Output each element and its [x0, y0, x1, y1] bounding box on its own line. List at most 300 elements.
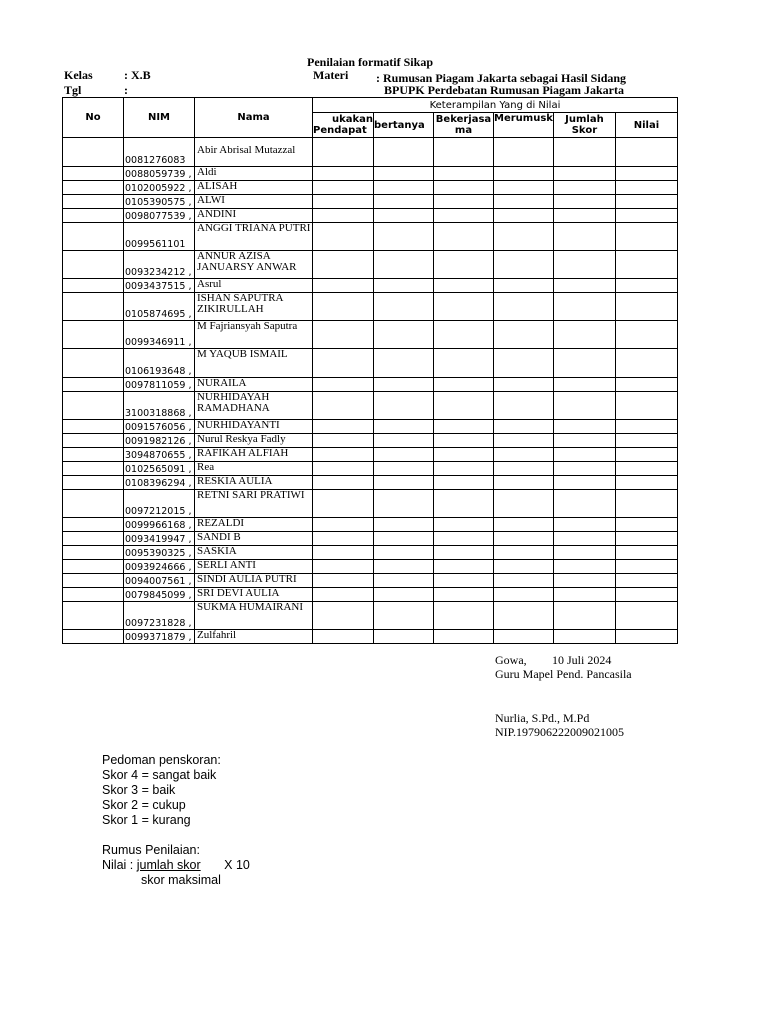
cell-no — [63, 209, 124, 223]
cell-mengemukakan-pendapat[interactable] — [313, 532, 374, 546]
cell-jumlah-skor[interactable] — [553, 223, 615, 251]
cell-nim: 0081276083 — [124, 138, 195, 167]
header-skill-group: Keterampilan Yang di Nilai — [313, 98, 678, 113]
signature-nip: NIP.197906222009021005 — [495, 725, 625, 739]
cell-bekerjasama[interactable] — [434, 293, 494, 321]
cell-nilai[interactable] — [615, 490, 677, 518]
cell-bertanya[interactable] — [374, 560, 434, 574]
scoring-guide-heading: Pedoman penskoran: — [102, 753, 221, 767]
cell-nama — [195, 209, 313, 223]
cell-nilai[interactable] — [615, 560, 677, 574]
cell-bertanya[interactable] — [374, 490, 434, 518]
cell-bekerjasama[interactable] — [434, 476, 494, 490]
cell-nim: 0093234212 , — [124, 251, 195, 279]
cell-nim: 0105874695 , — [124, 293, 195, 321]
cell-mengemukakan-pendapat[interactable] — [313, 223, 374, 251]
assessment-table — [62, 97, 678, 644]
cell-bekerjasama[interactable] — [434, 448, 494, 462]
cell-mengemukakan-pendapat[interactable] — [313, 462, 374, 476]
cell-nama — [195, 490, 313, 518]
cell-nim: 0097212015 , — [124, 490, 195, 518]
cell-nilai[interactable] — [615, 448, 677, 462]
cell-bertanya[interactable] — [374, 462, 434, 476]
cell-nilai[interactable] — [615, 574, 677, 588]
cell-no — [63, 349, 124, 378]
cell-bertanya[interactable] — [374, 223, 434, 251]
cell-nama — [195, 279, 313, 293]
cell-merumuskan[interactable] — [494, 560, 554, 574]
header-no: No — [63, 98, 124, 138]
cell-nim: 0079845099 , — [124, 588, 195, 602]
cell-nim: 0095390325 , — [124, 546, 195, 560]
cell-merumuskan[interactable] — [494, 462, 554, 476]
table-row — [63, 518, 678, 532]
cell-nilai[interactable] — [615, 321, 677, 349]
cell-merumuskan[interactable] — [494, 181, 554, 195]
cell-nama — [195, 588, 313, 602]
cell-bertanya[interactable] — [374, 181, 434, 195]
cell-nama — [195, 574, 313, 588]
header-bertanya: bertanya — [374, 113, 434, 138]
table-row — [63, 476, 678, 490]
cell-jumlah-skor[interactable] — [553, 251, 615, 279]
cell-mengemukakan-pendapat[interactable] — [313, 602, 374, 630]
cell-nama — [195, 321, 313, 349]
student-name: ALWI — [197, 195, 225, 206]
scoring-item: Skor 2 = cukup — [102, 798, 186, 812]
header-jumlah-skor: Jumlah Skor — [553, 113, 615, 138]
materi-label: Materi — [313, 68, 349, 82]
cell-jumlah-skor[interactable] — [553, 195, 615, 209]
cell-mengemukakan-pendapat[interactable] — [313, 349, 374, 378]
cell-nilai[interactable] — [615, 434, 677, 448]
table-row — [63, 462, 678, 476]
cell-nilai[interactable] — [615, 167, 677, 181]
cell-jumlah-skor[interactable] — [553, 448, 615, 462]
table-row — [63, 574, 678, 588]
cell-bertanya[interactable] — [374, 251, 434, 279]
cell-bertanya[interactable] — [374, 293, 434, 321]
cell-no — [63, 434, 124, 448]
cell-nim: 0094007561 , — [124, 574, 195, 588]
cell-mengemukakan-pendapat[interactable] — [313, 181, 374, 195]
cell-nama — [195, 476, 313, 490]
cell-nim: 0099371879 , — [124, 630, 195, 644]
cell-nilai[interactable] — [615, 546, 677, 560]
cell-bekerjasama[interactable] — [434, 602, 494, 630]
cell-nama — [195, 602, 313, 630]
cell-no — [63, 181, 124, 195]
table-row — [63, 293, 678, 321]
scoring-item: Skor 3 = baik — [102, 783, 176, 797]
student-name: SASKIA — [197, 546, 237, 557]
cell-mengemukakan-pendapat[interactable] — [313, 209, 374, 223]
cell-bertanya[interactable] — [374, 532, 434, 546]
cell-mengemukakan-pendapat[interactable] — [313, 378, 374, 392]
student-name: SINDI AULIA PUTRI — [197, 574, 297, 585]
cell-bertanya[interactable] — [374, 392, 434, 420]
table-row — [63, 392, 678, 420]
student-name: RAFIKAH ALFIAH — [197, 448, 289, 459]
cell-bekerjasama[interactable] — [434, 434, 494, 448]
cell-jumlah-skor[interactable] — [553, 476, 615, 490]
cell-merumuskan[interactable] — [494, 448, 554, 462]
cell-jumlah-skor[interactable] — [553, 181, 615, 195]
cell-bekerjasama[interactable] — [434, 223, 494, 251]
student-name: REZALDI — [197, 518, 245, 529]
cell-merumuskan[interactable] — [494, 209, 554, 223]
cell-bertanya[interactable] — [374, 321, 434, 349]
cell-mengemukakan-pendapat[interactable] — [313, 574, 374, 588]
cell-mengemukakan-pendapat[interactable] — [313, 138, 374, 167]
cell-jumlah-skor[interactable] — [553, 392, 615, 420]
table-row — [63, 167, 678, 181]
kelas-label: Kelas — [64, 68, 93, 82]
cell-no — [63, 223, 124, 251]
cell-jumlah-skor[interactable] — [553, 462, 615, 476]
cell-bertanya[interactable] — [374, 195, 434, 209]
cell-jumlah-skor[interactable] — [553, 378, 615, 392]
table-row — [63, 279, 678, 293]
cell-mengemukakan-pendapat[interactable] — [313, 630, 374, 644]
cell-mengemukakan-pendapat[interactable] — [313, 560, 374, 574]
cell-nama — [195, 181, 313, 195]
table-row — [63, 378, 678, 392]
table-row — [63, 349, 678, 378]
formula-label: Nilai : — [102, 858, 134, 872]
student-name: SUKMA HUMAIRANI — [197, 602, 304, 613]
cell-mengemukakan-pendapat[interactable] — [313, 251, 374, 279]
cell-mengemukakan-pendapat[interactable] — [313, 476, 374, 490]
cell-bekerjasama[interactable] — [434, 167, 494, 181]
cell-jumlah-skor[interactable] — [553, 279, 615, 293]
cell-no — [63, 560, 124, 574]
cell-merumuskan[interactable] — [494, 223, 554, 251]
cell-nama — [195, 518, 313, 532]
scoring-item: Skor 1 = kurang — [102, 813, 191, 827]
cell-merumuskan[interactable] — [494, 588, 554, 602]
cell-mengemukakan-pendapat[interactable] — [313, 490, 374, 518]
cell-bekerjasama[interactable] — [434, 209, 494, 223]
cell-bekerjasama[interactable] — [434, 588, 494, 602]
cell-jumlah-skor[interactable] — [553, 560, 615, 574]
cell-merumuskan[interactable] — [494, 574, 554, 588]
cell-nilai[interactable] — [615, 138, 677, 167]
cell-bertanya[interactable] — [374, 434, 434, 448]
scoring-guide — [102, 753, 250, 888]
cell-bekerjasama[interactable] — [434, 392, 494, 420]
cell-nim: 0091576056 , — [124, 420, 195, 434]
cell-jumlah-skor[interactable] — [553, 518, 615, 532]
formula-multiplier: X 10 — [224, 858, 250, 872]
cell-bertanya[interactable] — [374, 448, 434, 462]
formula-denominator: skor maksimal — [141, 873, 221, 887]
cell-nim: 0097811059 , — [124, 378, 195, 392]
cell-nim: 0102005922 , — [124, 181, 195, 195]
cell-nama — [195, 560, 313, 574]
student-name: M Fajriansyah Saputra — [197, 321, 298, 332]
materi-line-2: BPUPK Perdebatan Rumusan Piagam Jakarta — [384, 83, 624, 97]
cell-nilai[interactable] — [615, 630, 677, 644]
cell-nim: 0088059739 , — [124, 167, 195, 181]
cell-bekerjasama[interactable] — [434, 279, 494, 293]
cell-jumlah-skor[interactable] — [553, 420, 615, 434]
cell-bekerjasama[interactable] — [434, 181, 494, 195]
cell-merumuskan[interactable] — [494, 490, 554, 518]
cell-jumlah-skor[interactable] — [553, 434, 615, 448]
cell-no — [63, 378, 124, 392]
student-name: NURAILA — [197, 378, 247, 389]
cell-mengemukakan-pendapat[interactable] — [313, 434, 374, 448]
page-title: Penilaian formatif Sikap — [306, 55, 433, 69]
cell-bekerjasama[interactable] — [434, 546, 494, 560]
header-mengemukakan-pendapat: ukakan Pendapat — [313, 114, 373, 136]
cell-bekerjasama[interactable] — [434, 462, 494, 476]
cell-no — [63, 420, 124, 434]
cell-bertanya[interactable] — [374, 546, 434, 560]
cell-nama — [195, 251, 313, 279]
cell-mengemukakan-pendapat[interactable] — [313, 518, 374, 532]
cell-bertanya[interactable] — [374, 420, 434, 434]
cell-merumuskan[interactable] — [494, 321, 554, 349]
cell-bertanya[interactable] — [374, 630, 434, 644]
cell-jumlah-skor[interactable] — [553, 630, 615, 644]
cell-bertanya[interactable] — [374, 209, 434, 223]
header-nim: NIM — [124, 98, 195, 138]
cell-merumuskan[interactable] — [494, 518, 554, 532]
cell-bertanya[interactable] — [374, 167, 434, 181]
cell-jumlah-skor[interactable] — [553, 546, 615, 560]
student-name: ANNUR AZISA JANUARSY ANWAR — [197, 251, 297, 273]
table-row — [63, 138, 678, 167]
cell-no — [63, 462, 124, 476]
table-row — [63, 448, 678, 462]
cell-bekerjasama[interactable] — [434, 349, 494, 378]
scoring-item: Skor 4 = sangat baik — [102, 768, 217, 782]
table-row — [63, 588, 678, 602]
cell-nim: 0099561101 — [124, 223, 195, 251]
cell-jumlah-skor[interactable] — [553, 138, 615, 167]
cell-merumuskan[interactable] — [494, 420, 554, 434]
cell-mengemukakan-pendapat[interactable] — [313, 167, 374, 181]
cell-nilai[interactable] — [615, 181, 677, 195]
cell-no — [63, 546, 124, 560]
cell-nilai[interactable] — [615, 279, 677, 293]
cell-no — [63, 476, 124, 490]
student-name: RETNI SARI PRATIWI — [197, 490, 305, 501]
cell-merumuskan[interactable] — [494, 195, 554, 209]
student-name: ANGGI TRIANA PUTRI — [197, 223, 311, 234]
cell-bertanya[interactable] — [374, 279, 434, 293]
cell-bekerjasama[interactable] — [434, 630, 494, 644]
cell-nilai[interactable] — [615, 209, 677, 223]
cell-no — [63, 392, 124, 420]
table-row — [63, 251, 678, 279]
cell-nim: 0093437515 , — [124, 279, 195, 293]
cell-no — [63, 588, 124, 602]
cell-merumuskan[interactable] — [494, 349, 554, 378]
cell-no — [63, 448, 124, 462]
cell-jumlah-skor[interactable] — [553, 167, 615, 181]
cell-bekerjasama[interactable] — [434, 560, 494, 574]
cell-nilai[interactable] — [615, 392, 677, 420]
table-row — [63, 181, 678, 195]
table-row — [63, 434, 678, 448]
cell-nama — [195, 167, 313, 181]
cell-nama — [195, 392, 313, 420]
table-row — [63, 630, 678, 644]
cell-nim: 0108396294 , — [124, 476, 195, 490]
cell-jumlah-skor[interactable] — [553, 532, 615, 546]
table-row — [63, 560, 678, 574]
cell-merumuskan[interactable] — [494, 293, 554, 321]
cell-nilai[interactable] — [615, 462, 677, 476]
cell-merumuskan[interactable] — [494, 602, 554, 630]
cell-nama — [195, 195, 313, 209]
formula-heading: Rumus Penilaian: — [102, 843, 200, 857]
cell-bekerjasama[interactable] — [434, 138, 494, 167]
cell-nilai[interactable] — [615, 195, 677, 209]
cell-nim: 0106193648 , — [124, 349, 195, 378]
student-name: NURHIDAYAH RAMADHANA — [197, 392, 270, 414]
cell-bekerjasama[interactable] — [434, 532, 494, 546]
cell-mengemukakan-pendapat[interactable] — [313, 588, 374, 602]
cell-nilai[interactable] — [615, 420, 677, 434]
cell-no — [63, 195, 124, 209]
cell-bekerjasama[interactable] — [434, 195, 494, 209]
cell-mengemukakan-pendapat[interactable] — [313, 279, 374, 293]
cell-nim: 0098077539 , — [124, 209, 195, 223]
cell-no — [63, 574, 124, 588]
cell-bertanya[interactable] — [374, 574, 434, 588]
cell-mengemukakan-pendapat[interactable] — [313, 293, 374, 321]
cell-bekerjasama[interactable] — [434, 251, 494, 279]
cell-merumuskan[interactable] — [494, 546, 554, 560]
student-name: SERLI ANTI — [197, 560, 256, 571]
cell-mengemukakan-pendapat[interactable] — [313, 420, 374, 434]
cell-jumlah-skor[interactable] — [553, 490, 615, 518]
cell-merumuskan[interactable] — [494, 138, 554, 167]
cell-merumuskan[interactable] — [494, 279, 554, 293]
student-name: ISHAN SAPUTRA ZIKIRULLAH — [197, 293, 283, 315]
cell-bertanya[interactable] — [374, 476, 434, 490]
cell-merumuskan[interactable] — [494, 476, 554, 490]
cell-nilai[interactable] — [615, 223, 677, 251]
cell-jumlah-skor[interactable] — [553, 321, 615, 349]
table-row — [63, 420, 678, 434]
cell-bekerjasama[interactable] — [434, 420, 494, 434]
cell-mengemukakan-pendapat[interactable] — [313, 448, 374, 462]
cell-merumuskan[interactable] — [494, 532, 554, 546]
cell-nilai[interactable] — [615, 293, 677, 321]
cell-bekerjasama[interactable] — [434, 518, 494, 532]
cell-no — [63, 602, 124, 630]
table-row — [63, 195, 678, 209]
student-name: Asrul — [197, 279, 222, 290]
cell-mengemukakan-pendapat[interactable] — [313, 546, 374, 560]
cell-bekerjasama[interactable] — [434, 321, 494, 349]
cell-merumuskan[interactable] — [494, 167, 554, 181]
cell-no — [63, 293, 124, 321]
signature-date: 10 Juli 2024 — [552, 653, 612, 667]
header-nama: Nama — [195, 98, 313, 138]
cell-bertanya[interactable] — [374, 518, 434, 532]
cell-nama — [195, 138, 313, 167]
student-name: NURHIDAYANTI — [197, 420, 280, 431]
cell-jumlah-skor[interactable] — [553, 588, 615, 602]
cell-nilai[interactable] — [615, 532, 677, 546]
cell-bertanya[interactable] — [374, 378, 434, 392]
student-name: Aldi — [197, 167, 217, 178]
cell-nilai[interactable] — [615, 251, 677, 279]
cell-merumuskan[interactable] — [494, 392, 554, 420]
cell-jumlah-skor[interactable] — [553, 209, 615, 223]
cell-merumuskan[interactable] — [494, 434, 554, 448]
cell-no — [63, 630, 124, 644]
cell-merumuskan[interactable] — [494, 378, 554, 392]
cell-jumlah-skor[interactable] — [553, 349, 615, 378]
cell-jumlah-skor[interactable] — [553, 293, 615, 321]
cell-nim: 0093924666 , — [124, 560, 195, 574]
header-merumuskan: Merumusk — [494, 113, 554, 138]
cell-nilai[interactable] — [615, 476, 677, 490]
cell-no — [63, 138, 124, 167]
cell-nim: 0102565091 , — [124, 462, 195, 476]
cell-no — [63, 518, 124, 532]
table-row — [63, 490, 678, 518]
student-name: Rea — [197, 462, 215, 473]
cell-bertanya[interactable] — [374, 349, 434, 378]
cell-bekerjasama[interactable] — [434, 490, 494, 518]
cell-nama — [195, 630, 313, 644]
tgl-value: : — [124, 83, 128, 97]
cell-jumlah-skor[interactable] — [553, 602, 615, 630]
cell-no — [63, 490, 124, 518]
cell-no — [63, 167, 124, 181]
cell-nilai[interactable] — [615, 349, 677, 378]
table-row — [63, 532, 678, 546]
cell-bekerjasama[interactable] — [434, 378, 494, 392]
cell-nilai[interactable] — [615, 378, 677, 392]
formula-numerator: jumlah skor — [136, 858, 201, 872]
cell-bertanya[interactable] — [374, 588, 434, 602]
cell-nilai[interactable] — [615, 518, 677, 532]
cell-bertanya[interactable] — [374, 602, 434, 630]
cell-nama — [195, 420, 313, 434]
cell-nama — [195, 448, 313, 462]
cell-mengemukakan-pendapat[interactable] — [313, 321, 374, 349]
cell-nilai[interactable] — [615, 588, 677, 602]
cell-nama — [195, 546, 313, 560]
cell-jumlah-skor[interactable] — [553, 574, 615, 588]
cell-nim: 0091982126 , — [124, 434, 195, 448]
cell-bertanya[interactable] — [374, 138, 434, 167]
student-name: ALISAH — [197, 181, 238, 192]
cell-nim: 0105390575 , — [124, 195, 195, 209]
cell-merumuskan[interactable] — [494, 630, 554, 644]
header-bekerjasama: Bekerjasa ma — [434, 113, 494, 138]
cell-mengemukakan-pendapat[interactable] — [313, 195, 374, 209]
cell-mengemukakan-pendapat[interactable] — [313, 392, 374, 420]
cell-merumuskan[interactable] — [494, 251, 554, 279]
cell-nim: 3100318868 , — [124, 392, 195, 420]
cell-nilai[interactable] — [615, 602, 677, 630]
materi-line-1: : Rumusan Piagam Jakarta sebagai Hasil Sidang — [376, 71, 627, 85]
table-row — [63, 223, 678, 251]
cell-no — [63, 251, 124, 279]
cell-bekerjasama[interactable] — [434, 574, 494, 588]
signature-place: Gowa, — [495, 653, 527, 667]
